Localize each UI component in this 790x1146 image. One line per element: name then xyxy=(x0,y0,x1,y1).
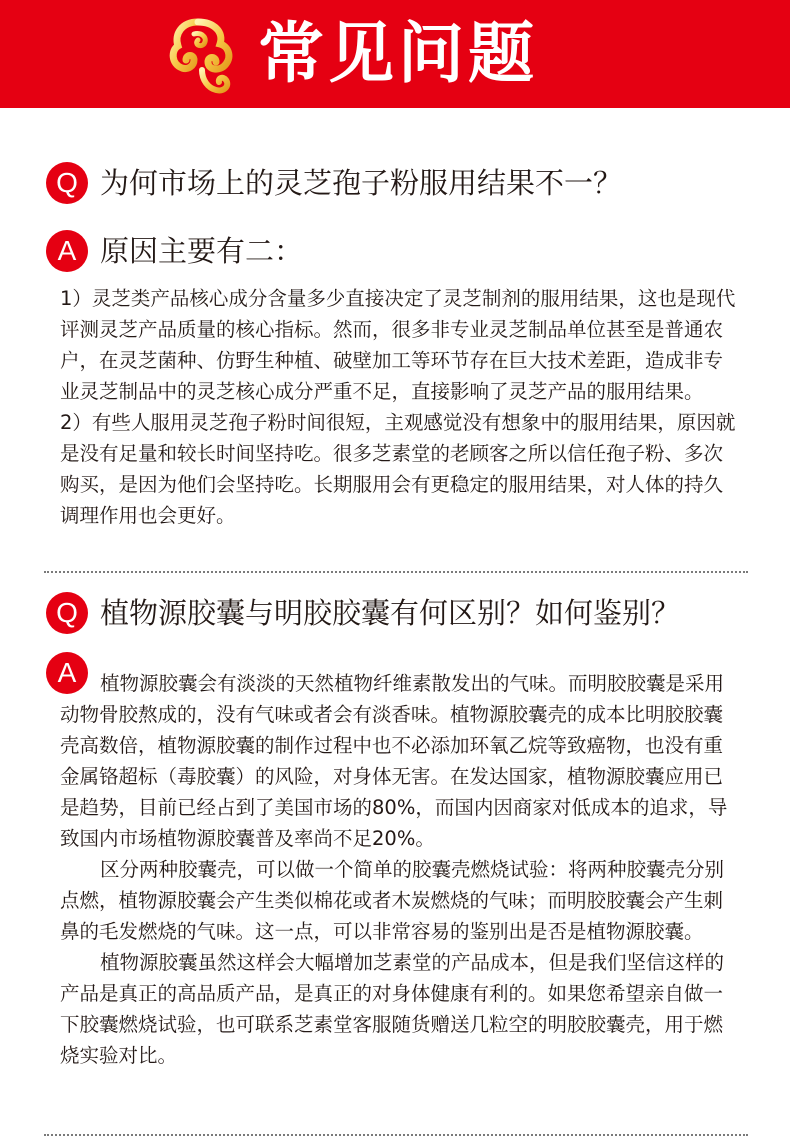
answer-badge: A xyxy=(46,652,88,694)
answer-1-paragraph-2: 2）有些人服用灵芝孢子粉时间很短，主观感觉没有想象中的服用结果，原因就是没有足量和较长时间坚持吃。很多芝素堂的老顾客之所以信任孢子粉、多次购买，是因为他们会坚持吃。长期服用会有更稳定的服用结果，对人体的持久调理作用也会更好。 xyxy=(60,411,736,527)
question-badge: Q xyxy=(46,162,88,204)
question-badge: Q xyxy=(46,592,88,634)
answer-1-paragraph-1: 1）灵芝类产品核心成分含量多少直接决定了灵芝制剂的服用结果，这也是现代评测灵芝产品质量的核心指标。然而，很多非专业灵芝制品单位甚至是普通农户，在灵芝菌种、仿野生种植、破壁加工等环节存在巨大技术差距，造成非专业灵芝制品中的灵芝核心成分严重不足，直接影响了灵芝产品的服用结果。 xyxy=(60,287,736,403)
question-2-text: 植物源胶囊与明胶胶囊有何区别？如何鉴别？ xyxy=(100,596,681,630)
answer-1-heading: 原因主要有二： xyxy=(100,234,304,268)
answer-2-paragraph-3: 植物源胶囊虽然这样会大幅增加芝素堂的产品成本，但是我们坚信这样的产品是真正的高品质产品，是真正的对身体健康有利的。如果您希望亲自做一下胶囊燃烧试验，也可联系芝素堂客服随货赠送几粒空的明胶胶囊壳，用于燃烧实验对比。 xyxy=(60,951,725,1067)
header-banner xyxy=(0,0,790,108)
auspicious-cloud-icon xyxy=(168,14,238,104)
answer-2-body xyxy=(60,668,740,1071)
answer-1-body xyxy=(60,283,740,531)
section-divider xyxy=(44,1134,748,1136)
page-title: 常见问题 xyxy=(258,15,538,92)
section-divider xyxy=(44,571,748,573)
answer-2-paragraph-2: 区分两种胶囊壳，可以做一个简单的胶囊壳燃烧试验：将两种胶囊壳分别点燃，植物源胶囊会产生类似棉花或者木炭燃烧的气味；而明胶胶囊会产生刺鼻的毛发燃烧的气味。这一点，可以非常容易的鉴别出是否是植物源胶囊。 xyxy=(60,858,725,943)
answer-badge: A xyxy=(46,230,88,272)
answer-2-paragraph-1: 植物源胶囊会有淡淡的天然植物纤维素散发出的气味。而明胶胶囊是采用动物骨胶熬成的，没有气味或者会有淡香味。植物源胶囊壳的成本比明胶胶囊壳高数倍，植物源胶囊的制作过程中也不必添加环氧乙烷等致癌物，也没有重金属铬超标（毒胶囊）的风险，对身体无害。在发达国家，植物源胶囊应用已是趋势，目前已经占到了美国市场的80%，而国内因商家对低成本的追求，导致国内市场植物源胶囊普及率尚不足20%。 xyxy=(60,672,728,850)
question-1-text: 为何市场上的灵芝孢子粉服用结果不一？ xyxy=(100,166,623,200)
